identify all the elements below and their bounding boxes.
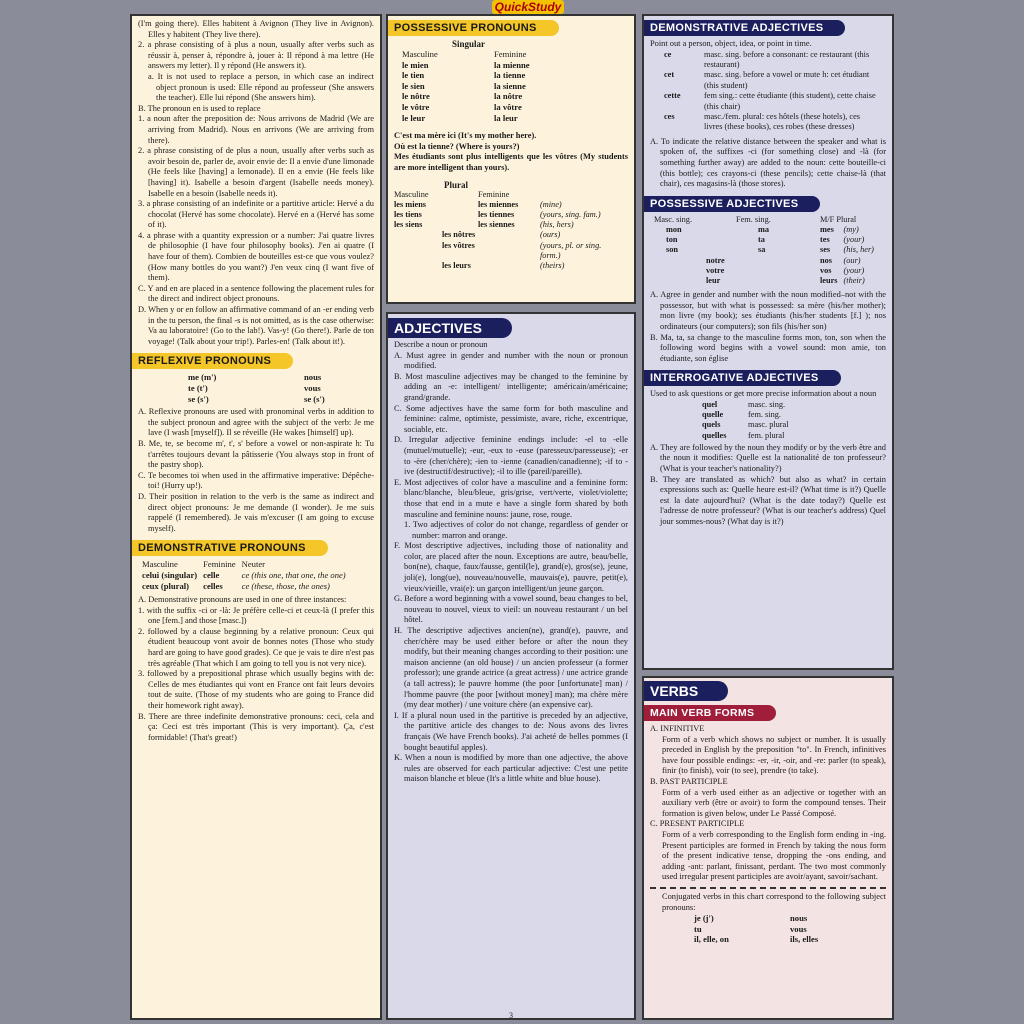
table-cell: les tiens: [394, 209, 422, 219]
text-line: Mes étudiants sont plus intelligents que les vôtres (My students are more intelligent than yours).: [394, 152, 628, 172]
table-header: Masc. sing.: [654, 214, 693, 224]
text-line: K. When a noun is modified by more than one adjective, the above rules are observed for each particular adjective: C'est une petite maison blanche et bleue (It's a little white and blue house).: [394, 753, 628, 784]
text-line: Form of a verb which shows no subject or number. It is usually preceded in English by the preposition "to". In French, infinitives have four possible endings: -er, -ir, -oir, and -re: parler (to speak), finir (to finish), voir (to see), prendre (to take).: [662, 734, 886, 776]
main-verb-forms-heading: MAIN VERB FORMS: [644, 705, 776, 721]
table-cell: (your): [843, 265, 865, 275]
table-cell: (yours, pl. or sing. form.): [540, 240, 602, 260]
table-cell: ta: [758, 235, 765, 245]
table-cell: ce: [664, 49, 672, 59]
table-cell: nous: [304, 372, 322, 383]
table-cell: (your): [843, 235, 865, 245]
text-line: A. They are followed by the noun they modify or by the verb être and the noun it modifies: Quelle est la nationalité de ton professeur? (What is your teacher's nationality?): [650, 442, 886, 473]
table-cell: le nôtre: [402, 91, 430, 102]
table-cell: ils, elles: [790, 934, 819, 945]
table-cell: nous: [790, 913, 808, 924]
table-cell: les siennes: [478, 220, 515, 230]
text-line: Form of a verb used either as an adjective or together with an auxiliary verb (être or avoir) to form the compound tenses. Their formation is given below, under Le Passé Composé.: [662, 787, 886, 818]
table-cell: (his, hers): [540, 220, 574, 230]
table-cell: (their): [843, 276, 865, 286]
table-cell: me (m'): [188, 372, 217, 383]
table-cell: (theirs): [540, 260, 565, 270]
text-line: Form of a verb corresponding to the English form ending in -ing. Present participles are formed in French by taking the nous form of the present indicative tense, dropping the -ons ending, and adding -ant: parlant, finissant, perdant. The two most commonly used irregular present participles are avoir/ayant, savoir/sachant.: [662, 829, 886, 882]
table-cell: le tien: [402, 70, 425, 81]
singular-label: Singular: [452, 39, 486, 49]
text-line: B. Most masculine adjectives may be changed to the feminine by adding an -e: intelligent/ intelligente; américain/américaine; grand/grande.: [394, 371, 628, 402]
table-cell: il, elle, on: [694, 934, 729, 945]
demonstrative-pronouns-table: [142, 559, 352, 591]
table-cell: ce (this one, that one, the one): [241, 569, 346, 580]
text-line: 2. a phrase consisting of de plus a noun, usually after verbs such as avoir besoin de, parler de, avoir envie de: Il a envie d'une limonade (He feels like [having] a lemonade). Il en a envie (He feels like [having] it). Isabelle a besoin d'argent (Isabelle needs money). Isabelle en a besoin (Isabelle needs it).: [138, 146, 374, 198]
divider: [650, 887, 886, 889]
adjectives-text: [394, 340, 628, 785]
table-row: [654, 256, 880, 266]
demonstrative-pronouns-text: [138, 595, 374, 743]
table-cell: vous: [790, 923, 807, 934]
table-cell: ton: [666, 235, 678, 245]
table-header: M/F Plural: [820, 214, 857, 224]
table-cell: fem. sing.: [748, 410, 781, 420]
adjectives-panel: [386, 312, 636, 1020]
reflexive-text: [138, 407, 374, 534]
table-row: [142, 570, 352, 581]
table-cell: vous: [304, 383, 321, 393]
table-row: [694, 913, 824, 924]
verbs-text: [650, 724, 886, 883]
table-cell: fem. plural: [748, 430, 785, 440]
possessive-pronouns-panel: [386, 14, 636, 304]
table-cell: celui (singular): [142, 569, 198, 580]
table-row: [142, 581, 352, 592]
text-line: I. If a plural noun used in the partitive is preceded by an adjective, the partitive article des changes to de: Nous avons des livres français (We have French books). J'ai acheté de belles pommes (I bought beautiful apples).: [394, 710, 628, 752]
table-row: [402, 102, 536, 113]
table-cell: tu: [694, 923, 702, 934]
table-cell: le mien: [402, 59, 429, 70]
table-cell: masc. sing. before a vowel or mute h: cet étudiant (this student): [704, 70, 870, 90]
possessive-pronouns-heading: POSSESSIVE PRONOUNS: [388, 20, 559, 36]
text-line: A. INFINITIVE: [650, 724, 705, 733]
table-cell: son: [666, 245, 678, 255]
table-cell: ses: [820, 245, 831, 255]
table-cell: le vôtre: [402, 101, 430, 112]
table-cell: les miens: [394, 199, 427, 209]
table-cell: leurs: [820, 276, 838, 286]
text-line: F. Most descriptive adjectives, including those of nationality and color, are placed after the noun. Exceptions are autre, beau/belle, bon(ne), chaque, faux/fausse, gentil(le), grand(e), gros(se), jeune, joli(e), long(ue), nouveau/nouvelle, mauvais(e), pauvre, petit(e), vieux/vieille, vrai(e): un garçon intelligent/un jeune garçon.: [394, 541, 628, 593]
table-row: [654, 235, 880, 245]
text-line: 3. followed by a prepositional phrase which usually begins with de: Celles de mes étudiantes qui vont en France ont fait leurs devoirs tout de suite. (Those of my students who are going to France did their homework right away).: [138, 669, 374, 711]
table-row: [402, 91, 536, 102]
text-line: B. There are three indefinite demonstrative pronouns: ceci, cela and ça: Ceci est très important (This is very important). Ça, c'est formidable! (That's great!): [138, 711, 374, 742]
table-cell: ceux (plural): [142, 580, 190, 591]
table-cell: la sienne: [494, 80, 526, 91]
table-cell: les miennes: [478, 199, 519, 209]
text-line: C. Y and en are placed in a sentence following the placement rules for the direct and indirect object pronouns.: [138, 283, 374, 304]
table-row: [188, 394, 331, 405]
table-cell: tes: [820, 235, 830, 245]
table-row: [402, 70, 536, 81]
table-header: Feminine: [494, 49, 527, 59]
text-line: 3. a phrase consisting of an indefinite or a partitive article: Hervé a du chocolat (Hervé has some chocolate). Hervé en a (Hervé has some of it).: [138, 199, 374, 230]
table-cell: (our): [843, 255, 861, 265]
table-row: [394, 190, 628, 200]
reflexive-table: [188, 372, 331, 404]
table-cell: nos: [820, 255, 832, 265]
table-cell: cette: [664, 91, 681, 101]
table-cell: celles: [203, 580, 223, 591]
text-line: A. Reflexive pronouns are used with pronominal verbs in addition to the subject pronoun and agree with the subject of the verb: Je me lave (I wash [myself]). Il se réveille (He wakes [himself] up).: [138, 407, 374, 438]
text-line: 1. Two adjectives of color do not change, regardless of gender or number: marron and orange.: [404, 520, 628, 540]
demonstrative-adjectives-intro: Point out a person, object, idea, or point in time.: [650, 39, 812, 48]
table-cell: la nôtre: [494, 91, 523, 102]
table-row: [702, 431, 795, 441]
text-line: B. PAST PARTICIPLE: [650, 776, 728, 786]
column-1-panel: [130, 14, 382, 1020]
table-cell: le leur: [402, 112, 426, 123]
table-cell: te (t'): [188, 383, 208, 393]
table-cell: masc./fem. plural: ces hôtels (these hotels), ces livres (these books), ces robes (these dresses): [704, 112, 860, 132]
text-line: D. Irregular adjective feminine endings include: -el to -elle (mutuel/mutuelle); -eur, -eux to -euse (paresseux/paresseuse); -er to -ère (cher/chère); -ien to -ienne (canadien/canadienne); -if to -ive (destructif/destructive); -il to ille (pareil/pareille).: [394, 435, 628, 477]
demonstrative-pronouns-heading: DEMONSTRATIVE PRONOUNS: [132, 540, 328, 556]
text-line: Où est la tienne? (Where is yours?): [394, 141, 520, 151]
text-line: (I'm going there). Elles habitent à Avignon (They live in Avignon). Elles y habitent (They live there).: [138, 19, 374, 39]
text-line: B. They are translated as which? but also as what? in certain expressions such as: Quelle heure est-il? (What time is it?) Quelle est la date aujourd'hui? (What is the date today?) Quelle est l'adresse de notre professeur? (What is our teacher's address) Quel jour sommes-nous? (What day is it?): [650, 474, 886, 526]
table-header: Masculine: [142, 559, 178, 570]
table-row: [654, 215, 880, 225]
text-line: E. Most adjectives of color have a masculine and a feminine form: blanc/blanche, bleu/bleue, gris/grise, vert/verte, violet/violette; those that end in a mute e have a single form shared by both masculine and feminine nouns: jaune, rose, rouge.: [394, 477, 628, 519]
text-line: C'est ma mère ici (It's my mother here).: [394, 131, 537, 141]
text-line: A. Agree in gender and number with the noun modified–not with the possessor, but with what is possessed: sa mère (his/her mother); mon livre (my book); ses étudiants (his/her students [f.] ); nos ordinateurs (our computers); son fils (his/her son): [650, 290, 886, 332]
text-line: A. Must agree in gender and number with the noun or pronoun modified.: [394, 350, 628, 371]
table-header: Masculine: [394, 189, 429, 199]
table-cell: (my): [843, 225, 859, 235]
interrogative-adjectives-text: [650, 443, 886, 528]
demonstrative-adjectives-table: [650, 50, 886, 133]
table-cell: se (s'): [188, 393, 209, 404]
table-row: [402, 113, 536, 124]
table-cell: (ours): [540, 230, 561, 240]
possessive-adjectives-heading: POSSESSIVE ADJECTIVES: [644, 196, 820, 212]
table-cell: quelle: [702, 410, 724, 420]
table-row: [188, 383, 331, 394]
possessive-singular-table: [402, 49, 536, 123]
table-cell: masc. sing.: [748, 399, 786, 409]
table-row: [702, 410, 795, 420]
table-header: Masculine: [402, 49, 438, 59]
possessive-examples: [394, 131, 628, 173]
adjectives-right-panel: [642, 14, 894, 670]
text-line: 1. a noun after the preposition de: Nous arrivons de Madrid (We are arriving from Madrid). Nous en arrivons (We are arriving from there).: [138, 114, 374, 145]
table-row: [702, 420, 795, 430]
table-cell: ces: [664, 112, 675, 122]
text-line: 1. with the suffix -ci or -là: Je préfère celle-ci et ceux-là (I prefer this one [fem.] and those [masc.]): [138, 605, 374, 626]
col1-top-text: [138, 19, 374, 347]
table-cell: ma: [758, 225, 770, 235]
text-line: B. Me, te, se become m', t', s' before a vowel or non-aspirate h: Tu t'arrêtes toujours devant la pâtisserie (You always stop in front of the pastry shop).: [138, 438, 374, 470]
text-line: D. Their position in relation to the verb is the same as indirect and direct object pronouns: Je me demande (I wonder). Je me suis rappelé (I remembered). Je vais m'excuser (I am going to excuse myself).: [138, 491, 374, 533]
reflexive-pronouns-heading: REFLEXIVE PRONOUNS: [132, 353, 293, 369]
table-cell: la mienne: [494, 59, 530, 70]
subject-pronouns-table: [694, 913, 824, 945]
table-cell: quelles: [702, 430, 727, 440]
table-cell: je (j'): [694, 913, 714, 924]
table-cell: masc. sing. before a consonant: ce restaurant (this restaurant): [704, 49, 870, 69]
table-cell: le sien: [402, 80, 425, 91]
table-cell: notre: [706, 255, 725, 265]
text-line: A. To indicate the relative distance between the speaker and what is spoken of, the suffixes -ci (for something close) and -là (for something further away) are added to the noun: cette bouteille-ci (this bottle); ces crayons-ci (these pencils); cette chaise-là (that chair), ces magasins-là (those stores).: [650, 136, 886, 189]
table-cell: (yours, sing. fam.): [540, 209, 601, 219]
text-line: C. Te becomes toi when used in the affirmative imperative: Dépêche-toi! (Hurry up!).: [138, 470, 374, 491]
text-line: B. The pronoun en is used to replace: [138, 103, 261, 113]
text-line: A. Demonstrative pronouns are used in one of three instances:: [138, 595, 347, 605]
table-row: [694, 934, 824, 945]
table-row: [702, 400, 795, 410]
possessive-plural-table: [394, 190, 628, 272]
table-header: Fem. sing.: [736, 214, 771, 224]
table-row: [402, 60, 536, 71]
interrogative-adjectives-table: [702, 400, 795, 441]
table-cell: quel: [702, 399, 718, 409]
table-row: [402, 49, 536, 60]
table-row: [650, 70, 886, 91]
table-cell: se (s'): [304, 393, 325, 404]
text-line: 4. a phrase with a quantity expression or a number: J'ai quatre livres de philosophie (I have four philosophy books). J'en ai quatre (I have four of them). Combien de bouteilles est-ce que vous voulez? (How many bottles do you want?) J'en veux cinq (I want five of them).: [138, 230, 374, 283]
table-cell: les tiennes: [478, 209, 515, 219]
table-cell: les vôtres: [442, 240, 475, 250]
table-row: [394, 261, 628, 271]
text-line: D. When y or en follow an affirmative command of an -er ending verb in the tu person, the final -s is not omitted, as is the case otherwise: Va au laboratoire! (Go to the lab!). Vas-y! (Go there!). Parle de ton voyage! (Talk about your trip!). Parles-en! (Talk about it!).: [138, 305, 374, 346]
text-line: B. Ma, ta, sa change to the masculine forms mon, ton, son when the following word begins with a vowel sound: mon amie, ton étudiante, son église: [650, 332, 886, 363]
table-cell: celle: [203, 569, 220, 580]
table-header: Neuter: [241, 559, 266, 570]
table-row: [402, 81, 536, 92]
text-line: 2. followed by a clause beginning by a relative pronoun: Ceux qui étudient beaucoup vont avoir de bonnes notes (Those who study hard are going to have good grades). Ce que je vais te dire n'est pas très agréable (That which I am going to tell you is not very nice).: [138, 626, 374, 668]
verbs-heading: VERBS: [644, 681, 728, 701]
table-row: [654, 225, 880, 235]
page-number: 3: [509, 1011, 513, 1020]
table-header: Feminine: [203, 559, 236, 570]
brand-logo: QuickStudy: [492, 0, 564, 14]
table-cell: ce (these, those, the ones): [241, 580, 330, 591]
table-cell: vos: [820, 265, 832, 275]
plural-label: Plural: [444, 179, 468, 190]
table-row: [650, 91, 886, 112]
table-cell: mon: [666, 225, 682, 235]
table-row: [394, 241, 628, 261]
table-cell: leur: [706, 276, 721, 286]
interrogative-adjectives-heading: INTERROGATIVE ADJECTIVES: [644, 370, 841, 386]
table-cell: les nôtres: [442, 230, 476, 240]
table-row: [142, 559, 352, 570]
table-cell: mes: [820, 225, 834, 235]
table-cell: la tienne: [494, 70, 526, 81]
demonstrative-adjectives-heading: DEMONSTRATIVE ADJECTIVES: [644, 20, 845, 36]
table-cell: masc. plural: [748, 420, 789, 430]
table-row: [394, 230, 628, 240]
table-row: [654, 245, 880, 255]
table-cell: fem sing.: cette étudiante (this student), cette chaise (this chair): [704, 91, 876, 111]
adjectives-heading: ADJECTIVES: [388, 318, 512, 338]
possessive-adjectives-table: [654, 215, 880, 286]
possessive-adjectives-text: [650, 290, 886, 364]
text-line: C. PRESENT PARTICIPLE: [650, 819, 745, 829]
table-cell: les siens: [394, 220, 423, 230]
table-cell: sa: [758, 245, 766, 255]
text-line: C. Some adjectives have the same form for both masculine and feminine: calme, optimiste, pessimiste, avare, riche, excentrique, sociable, etc.: [394, 403, 628, 434]
table-cell: votre: [706, 265, 725, 275]
table-cell: (his, her): [843, 245, 874, 255]
table-header: [540, 190, 628, 200]
table-cell: (mine): [540, 199, 562, 209]
demonstrative-adjectives-note: [650, 137, 886, 190]
table-row: [650, 112, 886, 133]
table-row: [654, 266, 880, 276]
table-cell: quels: [702, 420, 721, 430]
table-cell: cet: [664, 70, 675, 80]
table-row: [394, 210, 628, 220]
table-row: [654, 276, 880, 286]
text-line: H. The descriptive adjectives ancien(ne), grand(e), pauvre, and cher/chère may be used either before or after the noun they modify, but their meaning changes according to their position: une maison ancienne (an old house) / un ancien professeur (a former professor); une grande actrice (a great actress) / une actrice grande (a tall actress); le pauvre homme (the poor [unfortunate] man) / l'homme pauvre (the poor [without money] man); ma chère mère (my dear mother) / une voiture chère (an expensive car).: [394, 626, 628, 710]
table-row: [650, 50, 886, 71]
text-line: a. It is not used to replace a person, in which case an indirect object pronoun is used: Elle répond au professeur (She answers the teacher). Elle lui répond (She answers him).: [148, 71, 374, 103]
table-row: [394, 220, 628, 230]
conjugation-intro: Conjugated verbs in this chart correspond to the following subject pronouns:: [662, 891, 886, 912]
table-row: [694, 924, 824, 935]
text-line: 2. a phrase consisting of à plus a noun, usually after verbs such as réussir à, penser à, répondre à, jouer à: Il répond à ma lettre (He answers my letter). Il y répond (He answers it).: [138, 40, 374, 71]
table-row: [188, 372, 331, 383]
text-line: Describe a noun or pronoun: [394, 340, 488, 349]
table-cell: les leurs: [442, 260, 471, 270]
table-cell: la vôtre: [494, 101, 522, 112]
table-cell: la leur: [494, 112, 518, 123]
table-header: Feminine: [478, 189, 510, 199]
verbs-panel: [642, 676, 894, 1020]
text-line: G. Before a word beginning with a vowel sound, beau changes to bel, nouveau to nouvel, vieux to vieil: un nouveau restaurant / un bel hôtel.: [394, 594, 628, 625]
table-row: [394, 200, 628, 210]
interrogative-adjectives-intro: Used to ask questions or get more precise information about a noun: [650, 389, 877, 399]
